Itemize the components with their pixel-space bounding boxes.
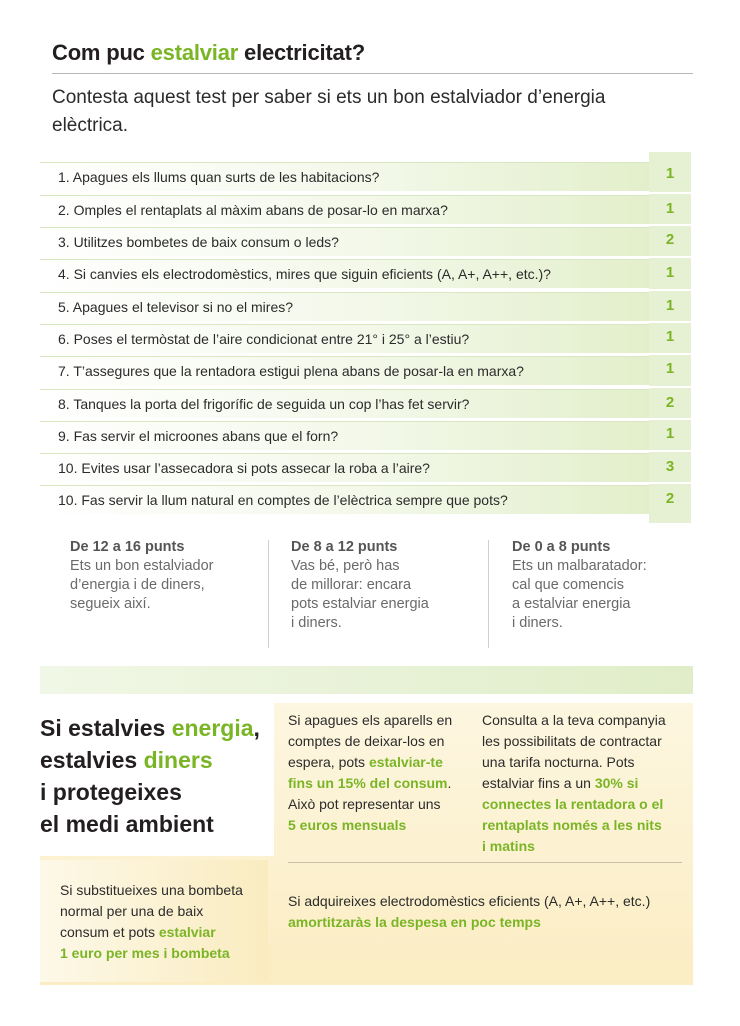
tip-line: una tarifa nocturna. Pots [482, 754, 635, 770]
question-row-5 [40, 292, 649, 321]
question-text: 10. Fas servir la llum natural en comptes de l’elèctrica sempre que pots? [58, 492, 508, 508]
result-mid [291, 538, 481, 633]
question-row-10 [40, 453, 649, 482]
tip-line: comptes de deixar-los en [288, 733, 445, 749]
intro-text: Contesta aquest test per saber si ets un bon estalviador d’energia elèctrica. [52, 87, 606, 136]
score-divider [649, 482, 691, 484]
tip-line: Si apagues els aparells en [288, 712, 453, 728]
question-row-6 [40, 324, 649, 353]
slogan-money: diners [143, 747, 213, 773]
tip-highlight: amortitzaràs la despesa en poc temps [288, 914, 541, 930]
tip-highlight: 5 euros mensuals [288, 817, 407, 833]
result-line: Ets un malbaratador: [512, 558, 647, 574]
tip-line: Si substitueixes una bombeta [60, 882, 243, 898]
result-line: pots estalviar energia [291, 596, 429, 612]
tip-highlight: fins un 15% del consum [288, 775, 448, 791]
question-score: 2 [665, 231, 675, 248]
tip-line: . [447, 775, 452, 791]
result-line: i diners. [291, 615, 342, 631]
question-row-2 [40, 195, 649, 224]
question-text: 10. Evites usar l’assecadora si pots assecar la roba a l’aire? [58, 460, 430, 476]
question-score: 1 [665, 425, 675, 442]
result-line: d’energia i de diners, [70, 577, 205, 593]
result-line: de millorar: encara [291, 577, 412, 593]
question-text: 3. Utilitzes bombetes de baix consum o leds? [58, 234, 339, 250]
question-text: 4. Si canvies els electrodomèstics, mires que siguin eficients (A, A+, A++, etc.)? [58, 266, 551, 282]
result-high [70, 538, 260, 614]
question-text: 9. Fas servir el microones abans que el forn? [58, 428, 339, 444]
slogan-text: i protegeixes [40, 779, 182, 805]
question-row-3 [40, 227, 649, 256]
question-score: 1 [665, 165, 675, 182]
slogan-text: el medi ambient [40, 811, 214, 837]
question-text: 6. Poses el termòstat de l’aire condicionat entre 21° i 25° a l’estiu? [58, 331, 470, 347]
result-line: Ets un bon estalviador [70, 558, 214, 574]
title-highlight: estalviar [150, 40, 239, 65]
tip-highlight: rentaplats només a les nits [482, 817, 662, 833]
question-row-1 [40, 162, 649, 191]
result-divider [488, 540, 489, 648]
result-line: a estalviar energia [512, 596, 631, 612]
question-text: 5. Apagues el televisor si no el mires? [58, 299, 294, 315]
question-score: 2 [665, 394, 675, 411]
title-post: electricitat? [238, 40, 365, 65]
tip-highlight: i matins [482, 838, 535, 854]
question-row-8 [40, 389, 649, 418]
bulb-tip [60, 880, 265, 964]
question-score: 1 [665, 297, 675, 314]
tip-line: Si adquireixes electrodomèstics eficients (A, A+, A++, etc.) [288, 893, 651, 909]
title-pre: Com puc [52, 40, 151, 65]
question-text: 7. T’assegures que la rentadora estigui plena abans de posar-la en marxa? [58, 363, 524, 379]
page-title [52, 40, 365, 66]
score-divider [649, 256, 691, 258]
tip-highlight: connectes la rentadora o el [482, 796, 664, 812]
question-text: 2. Omples el rentaplats al màxim abans de posar-lo en marxa? [58, 202, 448, 218]
tip-highlight: 30% si [594, 775, 639, 791]
result-heading: De 12 a 16 punts [70, 539, 185, 555]
result-heading: De 0 a 8 punts [512, 539, 611, 555]
score-divider [649, 450, 691, 452]
slogan-text: estalvies [40, 747, 144, 773]
question-score: 1 [665, 328, 675, 345]
question-score: 3 [665, 458, 675, 475]
result-line: Vas bé, però has [291, 558, 400, 574]
tip-highlight: 1 euro per mes i bombeta [60, 945, 230, 961]
score-divider [649, 289, 691, 291]
tip-line: normal per una de baix [60, 903, 204, 919]
score-divider [649, 192, 691, 194]
tip-line: estalviar fins a un [482, 775, 595, 791]
question-row-7 [40, 356, 649, 385]
result-heading: De 8 a 12 punts [291, 539, 398, 555]
result-line: cal que comencis [512, 577, 625, 593]
result-line: i diners. [512, 615, 563, 631]
tip-line: les possibilitats de contractar [482, 733, 662, 749]
appliances-tip [288, 891, 688, 933]
result-line: segueix així. [70, 596, 151, 612]
tip-highlight: estalviar-te [368, 754, 443, 770]
tip-highlight: estalviar [158, 924, 216, 940]
slogan-energy: energia [171, 715, 254, 741]
question-score: 1 [665, 264, 675, 281]
question-text: 8. Tanques la porta del frigorífic de seguida un cop l’has fet servir? [58, 396, 470, 412]
tips-divider [288, 862, 682, 863]
tariff-tip [482, 710, 687, 857]
section-band [40, 666, 693, 694]
tip-line: espera, pots [288, 754, 369, 770]
tip-line: Això pot representar uns [288, 796, 441, 812]
slogan-text: , [253, 715, 260, 741]
question-text: 1. Apagues els llums quan surts de les habitacions? [58, 169, 380, 185]
tip-line: consum et pots [60, 924, 159, 940]
slogan-text: Si estalvies [40, 715, 172, 741]
slogan [36, 702, 274, 856]
result-low [512, 538, 702, 633]
question-row-9 [40, 421, 649, 450]
question-row-4 [40, 259, 649, 288]
standby-tip [288, 710, 478, 836]
question-score: 1 [665, 360, 675, 377]
result-divider [268, 540, 269, 648]
tip-line: Consulta a la teva companyia [482, 712, 666, 728]
question-row-11 [40, 485, 649, 514]
question-score: 2 [665, 490, 675, 507]
score-divider [649, 386, 691, 388]
question-score: 1 [665, 200, 675, 217]
title-divider [52, 73, 693, 74]
